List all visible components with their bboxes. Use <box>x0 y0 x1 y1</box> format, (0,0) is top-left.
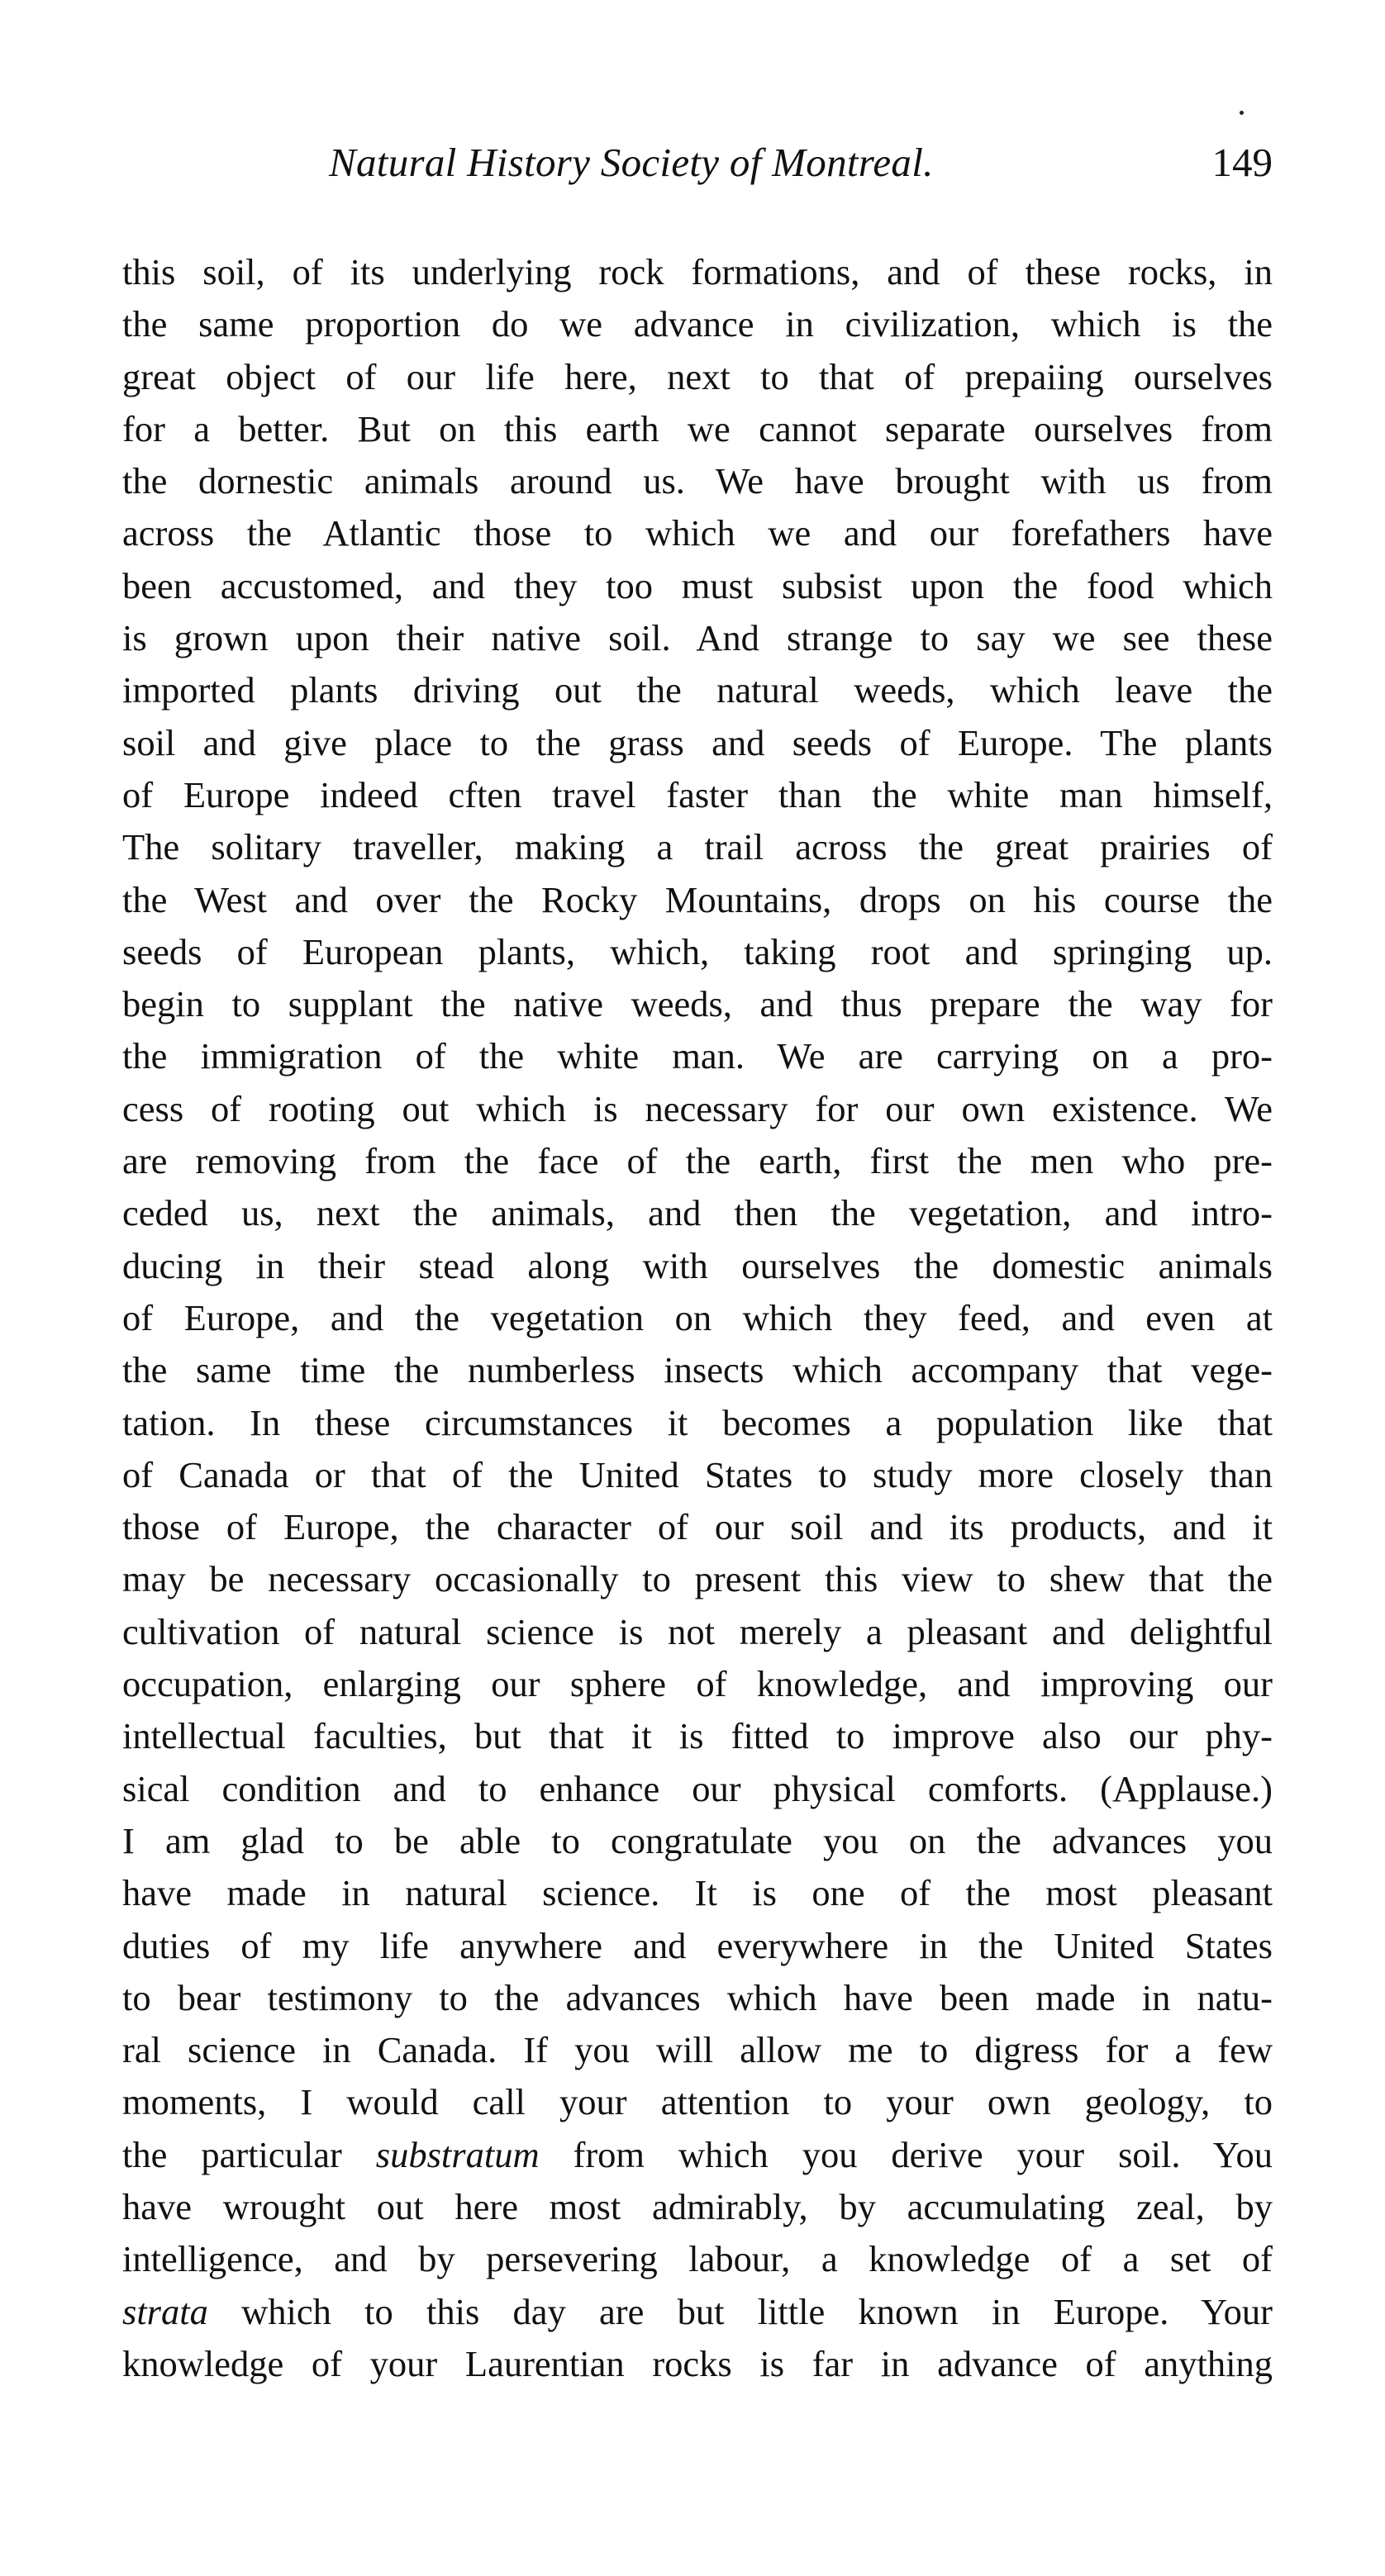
text-line: of Canada or that of the United States to study more closely than <box>122 1453 1273 1495</box>
text-line: the same proportion do we advance in civilization, which is the <box>122 303 1273 345</box>
text-line <box>122 2129 1273 2181</box>
text-line: been accustomed, and they too must subsist upon the food which <box>122 564 1273 606</box>
text-line: is grown upon their native soil. And strange to say we see these <box>122 617 1273 659</box>
text-line: soil and give place to the grass and seeds of Europe. The plants <box>122 721 1273 763</box>
text-line: the immigration of the white man. We are carrying on a pro- <box>122 1035 1273 1077</box>
text-line: ceded us, next the animals, and then the vegetation, and intro- <box>122 1192 1273 1234</box>
stray-ink-mark <box>1240 111 1244 115</box>
body-text <box>122 246 1273 2390</box>
page-header <box>122 139 1273 205</box>
text-line: the West and over the Rocky Mountains, drops on his course the <box>122 878 1273 920</box>
text-line: seeds of European plants, which, taking root and springing up. <box>122 930 1273 972</box>
text-line: the dornestic animals around us. We have brought with us from <box>122 460 1273 502</box>
text-run: from which you derive your soil. You <box>539 2133 1273 2175</box>
text-line: duties of my life anywhere and everywhere in the United States <box>122 1924 1273 1966</box>
text-line: this soil, of its underlying rock formations, and of these rocks, in <box>122 251 1273 292</box>
text-line: ral science in Canada. If you will allow me to digress for a few <box>122 2029 1273 2071</box>
text-run: the particular <box>122 2133 376 2175</box>
text-line: tation. In these circumstances it becomes a population like that <box>122 1401 1273 1443</box>
text-line: may be necessary occasionally to present this view to shew that the <box>122 1558 1273 1600</box>
text-line: imported plants driving out the natural weeds, which leave the <box>122 669 1273 711</box>
text-line: across the Atlantic those to which we and our forefathers have <box>122 512 1273 554</box>
text-line <box>122 2286 1273 2338</box>
italic-term-substratum: substratum <box>375 2133 540 2175</box>
text-line: to bear testimony to the advances which have been made in natu- <box>122 1976 1273 2018</box>
text-line: have made in natural science. It is one of the most pleasant <box>122 1872 1273 1914</box>
text-line: I am glad to be able to congratulate you on the advances you <box>122 1819 1273 1861</box>
text-line: moments, I would call your attention to your own geology, to <box>122 2081 1273 2123</box>
text-line: sical condition and to enhance our physical comforts. (Applause.) <box>122 1767 1273 1809</box>
text-line: for a better. But on this earth we cannot separate ourselves from <box>122 407 1273 449</box>
text-line: intelligence, and by persevering labour, a knowledge of a set of <box>122 2238 1273 2280</box>
text-line: cess of rooting out which is necessary for our own existence. We <box>122 1087 1273 1129</box>
text-line: are removing from the face of the earth, first the men who pre- <box>122 1140 1273 1182</box>
text-line: great object of our life here, next to that of prepaiing ourselves <box>122 355 1273 397</box>
italic-term-strata: strata <box>122 2290 208 2332</box>
text-line: have wrought out here most admirably, by accumulating zeal, by <box>122 2185 1273 2227</box>
text-line: cultivation of natural science is not merely a pleasant and delightful <box>122 1610 1273 1652</box>
text-line: intellectual faculties, but that it is fitted to improve also our phy- <box>122 1715 1273 1757</box>
text-line: The solitary traveller, making a trail across the great prairies of <box>122 826 1273 868</box>
text-line: occupation, enlarging our sphere of knowledge, and improving our <box>122 1663 1273 1705</box>
text-line: begin to supplant the native weeds, and thus prepare the way for <box>122 983 1273 1025</box>
text-line: ducing in their stead along with ourselves the domestic animals <box>122 1244 1273 1286</box>
text-line: the same time the numberless insects which accompany that vege- <box>122 1349 1273 1391</box>
text-line: of Europe indeed cften travel faster than the white man himself, <box>122 773 1273 815</box>
text-line: knowledge of your Laurentian rocks is far in advance of anything <box>122 2342 1273 2384</box>
text-run: which to this day are but little known in Europe. Your <box>207 2290 1273 2332</box>
running-title: Natural History Society of Montreal. <box>329 140 934 185</box>
page-number: 149 <box>1211 140 1273 185</box>
text-line: of Europe, and the vegetation on which they feed, and even at <box>122 1296 1273 1338</box>
text-line: those of Europe, the character of our soil and its products, and it <box>122 1506 1273 1548</box>
